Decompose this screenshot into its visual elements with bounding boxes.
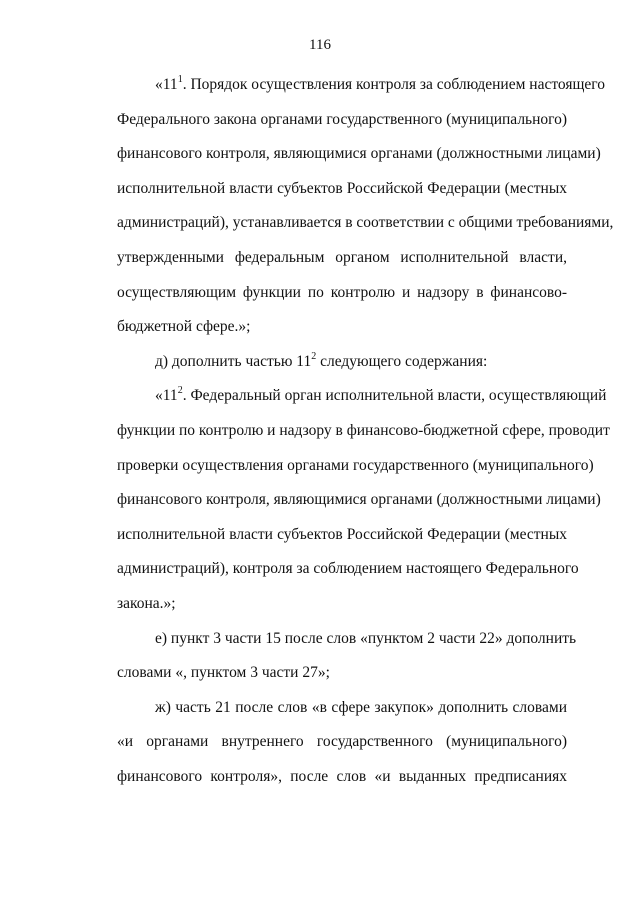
paragraph-11-1 (79, 68, 614, 345)
text-line: «$11^1$. Порядок осуществления контроля за соблюдением настоящего (155, 73, 606, 93)
text-line: проверки осуществления органами государственного (муниципального) (117, 456, 594, 474)
paragraph-zh (79, 691, 567, 795)
text-line: «$11^2$. Федеральный орган исполнительной власти, осуществляющий (155, 385, 607, 405)
document-body (79, 68, 614, 794)
text-line: исполнительной власти субъектов Российской Федерации (местных (117, 179, 567, 197)
text-line: администраций), устанавливается в соответствии с общими требованиями, (117, 214, 614, 232)
text-line: осуществляющим функции по контролю и надзору в финансово- (117, 283, 567, 301)
text-line: финансового контроля, являющимися органами (должностными лицами) (117, 145, 601, 163)
text-line: финансового контроля, являющимися органами (должностными лицами) (117, 491, 601, 509)
text-line: исполнительной власти субъектов Российской Федерации (местных (117, 525, 567, 543)
text-line: закона.»; (117, 594, 176, 612)
page-number: 116 (309, 37, 331, 53)
paragraph-e (79, 622, 577, 691)
text-line: д) дополнить частью $11^2$ следующего содержания: (155, 350, 488, 370)
paragraph-d (79, 345, 567, 380)
paragraph-11-2 (79, 379, 610, 621)
superscript: 1 (177, 73, 183, 85)
superscript: 2 (311, 350, 317, 362)
text-line: финансового контроля», после слов «и выданных предписаниях (117, 767, 567, 785)
text-line: ж) часть 21 после слов «в сфере закупок» дополнить словами (155, 698, 567, 716)
text-line: Федерального закона органами государственного (муниципального) (117, 110, 568, 128)
superscript: 2 (177, 385, 183, 397)
text-line: «и органами внутреннего государственного (муниципального) (117, 733, 567, 751)
text-line: бюджетной сфере.»; (117, 318, 251, 336)
text-line: словами «, пунктом 3 части 27»; (117, 664, 330, 682)
text-line: утвержденными федеральным органом исполнительной власти, (117, 248, 567, 266)
text-line: функции по контролю и надзору в финансово-бюджетной сфере, проводит (117, 421, 610, 439)
text-line: е) пункт 3 части 15 после слов «пунктом 2 части 22» дополнить (155, 629, 577, 647)
text-line: администраций), контроля за соблюдением настоящего Федерального (117, 560, 579, 578)
